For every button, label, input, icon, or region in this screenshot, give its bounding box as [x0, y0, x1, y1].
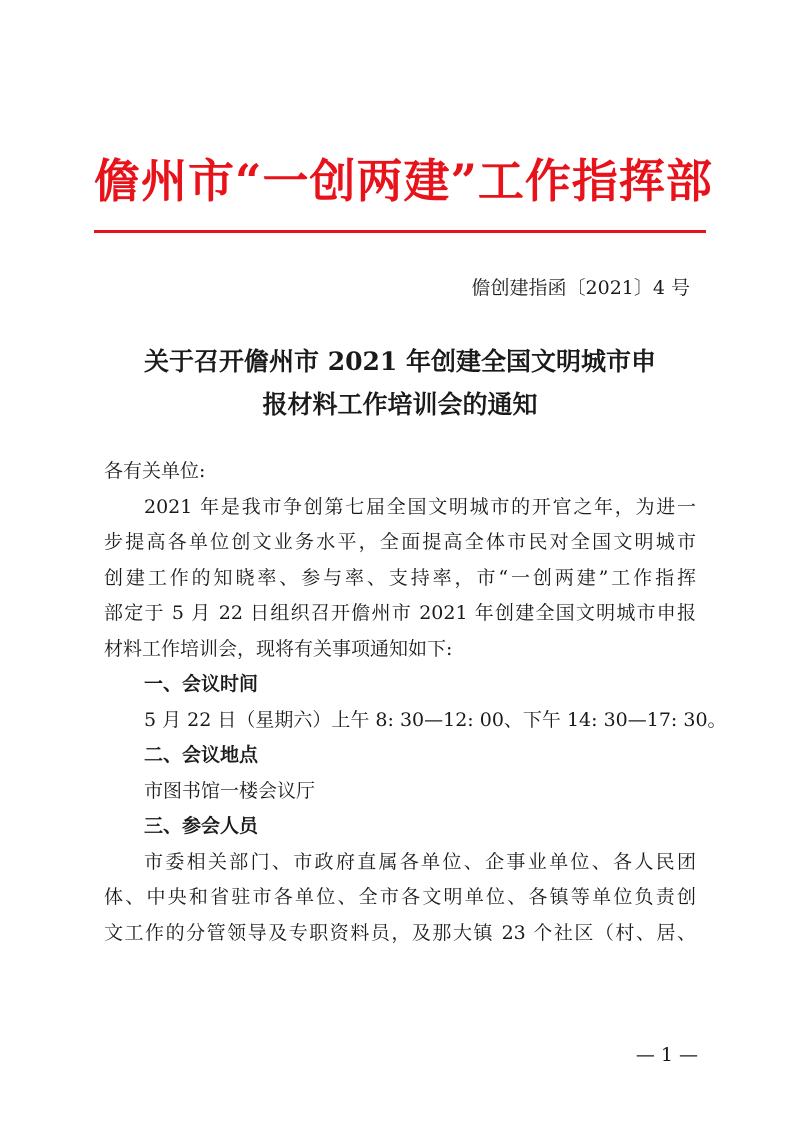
attendees-line-2: 体、中央和省驻市各单位、全市各文明单位、各镇等单位负责创 — [104, 886, 696, 908]
title-line-1: 关于召开儋州市 2021 年创建全国文明城市申 — [144, 347, 656, 376]
intro-line-5: 材料工作培训会，现将有关事项通知如下: — [104, 637, 453, 660]
section-heading-time: 一、会议时间 — [144, 673, 259, 695]
meeting-time-text: 5 月 22 日（星期六）上午 8: 30—12: 00、下午 14: 30—17: 30。 — [144, 708, 727, 731]
attendees-line-3: 文工作的分管领导及专职资料员，及那大镇 23 个社区（村、居、 — [104, 921, 696, 944]
document-title — [94, 340, 706, 426]
section-heading-location: 二、会议地点 — [144, 744, 259, 766]
header-red-rule — [94, 230, 706, 233]
issuing-organization-header: 儋州市“一创两建”工作指挥部 — [94, 154, 713, 208]
intro-line-4: 部定于 5 月 22 日组织召开儋州市 2021 年创建全国文明城市申报 — [104, 602, 696, 624]
title-line-2: 报材料工作培训会的通知 — [262, 390, 538, 419]
document-number: 儋创建指函〔2021〕4 号 — [471, 277, 690, 299]
section-heading-attendees: 三、参会人员 — [144, 815, 259, 837]
intro-line-3: 创建工作的知晓率、参与率、支持率，市“一创两建”工作指挥 — [104, 566, 696, 589]
page-number: — 1 — — [635, 1044, 698, 1066]
intro-line-1: 2021 年是我市争创第七届全国文明城市的开官之年，为进一 — [144, 495, 696, 518]
intro-line-2: 步提高各单位创文业务水平，全面提高全体市民对全国文明城市 — [104, 531, 696, 553]
meeting-location-text: 市图书馆一楼会议厅 — [144, 779, 316, 802]
salutation: 各有关单位: — [104, 460, 206, 482]
attendees-line-1: 市委相关部门、市政府直属各单位、企事业单位、各人民团 — [144, 850, 696, 873]
document-body — [104, 454, 727, 951]
